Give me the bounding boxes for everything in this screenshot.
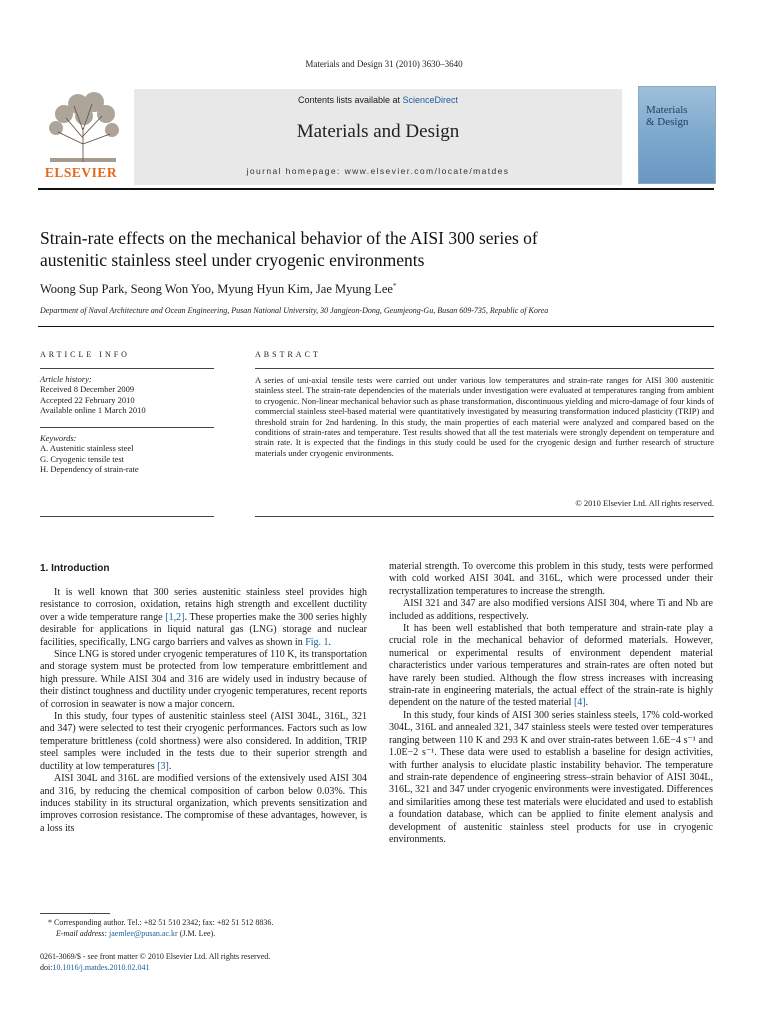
article-info-heading: ARTICLE INFO	[40, 350, 130, 359]
paragraph: It is well known that 300 series austenitic stainless steel provides high resistance to corrosion, oxidation, retains high strength and excellent ductility over a wide temperature range [1,2]. These properties make the 300 series highly desirable for applications in liquid natural gas (LNG) storage and nuclear facilities, specifically, LNG cargo barriers and valves as shown in Fig. 1.	[40, 587, 367, 648]
abstract-heading: ABSTRACT	[255, 350, 321, 359]
figure-link[interactable]: Fig. 1	[305, 636, 329, 648]
sciencedirect-link[interactable]: ScienceDirect	[402, 95, 459, 105]
abstract-text: A series of uni-axial tensile tests were carried out under various low temperatures and strain-rate ranges for AISI 300 austenitic stainless steel. The strain-rate dependencies of the materials under investigation were evaluated at temperatures ranging from ambient to cryogenic. Non-linear mechanical behavior such as phase transformation, discontinuous yielding and micro-damage of four kinds of commercial stainless steel-based material were quantitatively investigated by measuring transformation induced plasticity (TRIP) and threshold strain for 2nd hardening. In this study, the main properties of each material were analyzed and compared based on the conditions of strain-rates and temperature. Test results showed that all the test materials were strongly dependent on temperature and strain rate. It is expected that the findings in this study could be used for the cryogenic design and further research of structure materials under cryogenic environments.	[255, 375, 714, 458]
article-history: Article history: Received 8 December 2009 Accepted 22 February 2010 Available online 1 March 2010	[40, 374, 146, 415]
doi-line: doi:10.1016/j.matdes.2010.02.041	[40, 963, 150, 972]
journal-cover-image	[638, 86, 716, 184]
journal-title: Materials and Design	[296, 121, 460, 142]
article-info-rule	[40, 368, 214, 369]
journal-reference: Materials and Design 31 (2010) 3630–3640	[305, 59, 463, 69]
paragraph: In this study, four types of austenitic stainless steel (AISI 304L, 316L, 321 and 347) were selected to test their cryogenic performances. Factors such as low temperature brittleness (cold shortness) were also considered. In addition, TRIP steel samples were included in the tests due to their superior strength and ductility at low temperatures [3].	[40, 711, 367, 772]
paragraph: AISI 304L and 316L are modified versions of the extensively used AISI 304 and 316, by reducing the chemical composition of carbon below 0.03%. This induces stability in its structural organization, which prevents sensitization and improves corrosion resistance. The compromise of these advantages, however, is a loss its	[40, 773, 367, 834]
history-rule	[40, 427, 214, 428]
affiliation: Department of Naval Architecture and Ocean Engineering, Pusan National University, 30 Jangjeon-Dong, Geumjeong-Gu, Busan 609-735, Republic of Korea	[40, 306, 549, 315]
journal-homepage[interactable]: journal homepage: www.elsevier.com/locate/matdes	[246, 166, 510, 176]
keywords-rule	[40, 516, 214, 517]
citation-link[interactable]: [1,2]	[165, 611, 185, 623]
doi-link[interactable]: 10.1016/j.matdes.2010.02.041	[52, 963, 150, 972]
email-footnote: E-mail address: jaemlee@pusan.ac.kr (J.M. Lee).	[56, 929, 216, 938]
paragraph: In this study, four kinds of AISI 300 series stainless steels, 17% cold-worked 304L, 316L and annealed 321, 347 stainless steels were tested over temperatures ranging between 110 K and 293 K and over strain-rates between 1.6E−4 s⁻¹ and 1.0E−2 s⁻¹. These data were used to establish a baseline for design activities, with further analysis to elucidate plastic instability behavior. The temperature and strain-rate dependence of engineering stress–strain behavior of AISI 304L, 316L, 321 and 347 under cryogenic environments were investigated. Differences and similarities among these test materials were elucidated and used to establish a foundation database, which can be applied to finite element analysis and development of austenitic stainless steel products for use in cryogenic environments.	[389, 709, 713, 845]
elsevier-tree-logo	[44, 88, 122, 164]
footnote-rule	[40, 913, 110, 914]
contents-line	[134, 95, 622, 105]
citation-link[interactable]: [3]	[157, 760, 169, 772]
section-heading-introduction: 1. Introduction	[40, 563, 110, 574]
paragraph: AISI 321 and 347 are also modified versions AISI 304, where Ti and Nb are included as additions, respectively.	[389, 598, 713, 622]
right-column	[389, 561, 713, 846]
abstract-rule	[255, 368, 714, 369]
citation-link[interactable]: [4]	[573, 697, 586, 709]
email-link[interactable]: jaemlee@pusan.ac.kr	[109, 929, 178, 938]
author-list: Woong Sup Park, Seong Won Yoo, Myung Hyun Kim, Jae Myung Lee*	[40, 282, 397, 297]
abstract-bottom-rule	[255, 516, 714, 517]
abstract-copyright: © 2010 Elsevier Ltd. All rights reserved.	[575, 498, 714, 508]
cover-title: Materials & Design	[646, 104, 689, 128]
left-column	[40, 587, 367, 835]
contents-prefix: Contents lists available at	[297, 95, 403, 105]
title-rule	[38, 326, 714, 327]
keywords: Keywords: A. Austenitic stainless steel G. Cryogenic tensile test H. Dependency of strain-rate	[40, 433, 139, 474]
elsevier-wordmark: ELSEVIER	[44, 165, 118, 180]
paper-title: Strain-rate effects on the mechanical behavior of the AISI 300 series of austenitic stainless steel under cryogenic environments	[40, 228, 538, 270]
issn-line: 0261-3069/$ - see front matter © 2010 Elsevier Ltd. All rights reserved.	[40, 952, 271, 961]
corresponding-footnote: * Corresponding author. Tel.: +82 51 510 2342; fax: +82 51 512 8836.	[48, 918, 274, 927]
header-rule	[38, 188, 714, 190]
paragraph: Since LNG is stored under cryogenic temperatures of 110 K, its transportation and storage system must be protected from low temperature embrittlement and high pressure. While AISI 304 and 316 are widely used in industry because of their distinct toughness and ductility under cryogenic temperatures, recent reports of corrosion in seawater is now a major concern.	[40, 649, 367, 710]
paragraph: It has been well established that both temperature and strain-rate play a crucial role in the mechanical behavior of deformed materials. However, numerical or experimental results of environment dependent material characteristics under various temperatures and strain-rates are often noted but have rarely been studied. Although the flow stress increases with increasing strain-rate in engineering materials, the actual effect of the strain-rate is highly dependent on the nature of the tested material [4].	[389, 623, 713, 709]
paragraph: material strength. To overcome this problem in this study, tests were performed with cold worked AISI 304L and 316L, which were processed under their recrystallization temperatures to increase the strength.	[389, 561, 713, 597]
corresponding-mark[interactable]: *	[392, 282, 397, 290]
